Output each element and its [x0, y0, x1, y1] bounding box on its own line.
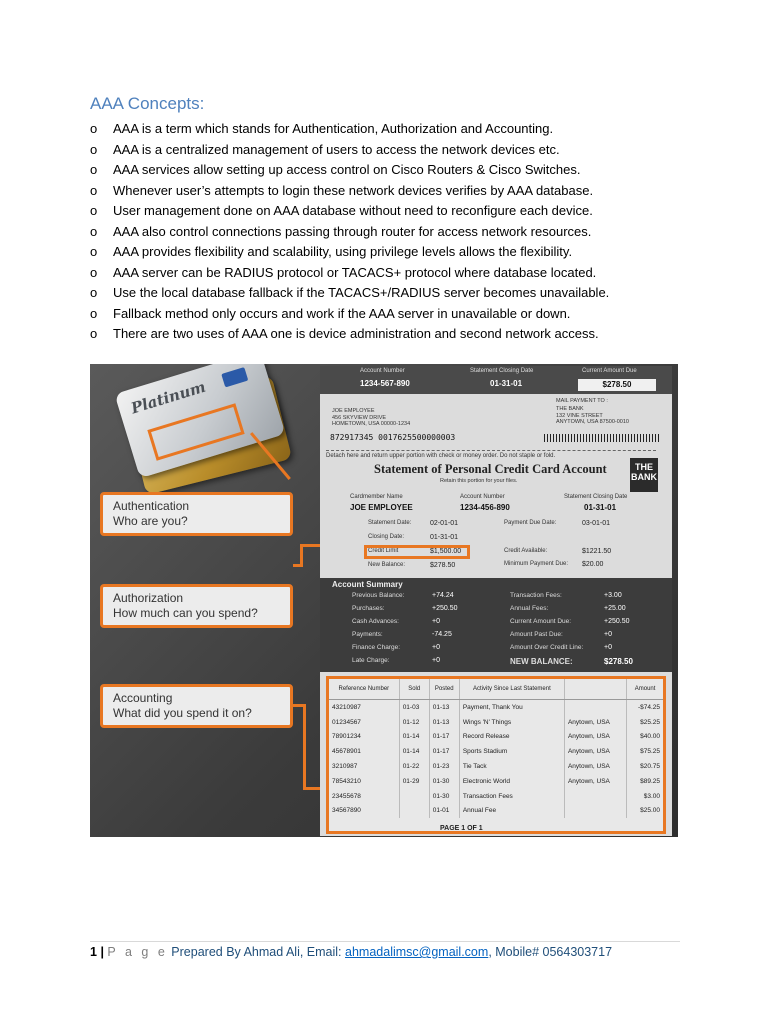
bullet-marker: o — [90, 326, 98, 341]
table-cell: $40.00 — [640, 733, 660, 741]
page-number: 1 — [90, 945, 97, 959]
table-row — [329, 700, 663, 715]
summary-label: NEW BALANCE: — [510, 657, 573, 666]
table-cell: Sports Stadium — [459, 744, 564, 759]
table-cell — [564, 804, 626, 819]
summary-value: +0 — [432, 644, 440, 651]
table-cell: 45678901 — [329, 744, 399, 759]
footer-divider — [90, 941, 680, 942]
table-row — [329, 789, 663, 804]
bullet-text: Fallback method only occurs and work if the AAA server in unavailable or down. — [113, 305, 571, 321]
table-cell: Payment, Thank You — [459, 700, 564, 715]
statement-date-value: 02-01-01 — [430, 520, 459, 527]
table-cell: 01-12 — [399, 715, 429, 730]
bullet-marker: o — [90, 182, 98, 198]
table-cell: $20.75 — [640, 763, 660, 771]
table-cell: $25.00 — [640, 807, 660, 815]
email-link[interactable]: ahmadalimsc@gmail.com — [345, 945, 489, 959]
member-account-value: 1234-456-890 — [460, 503, 510, 512]
bullet-text: User management done on AAA database without need to reconfigure each device. — [113, 203, 593, 218]
connector-line — [303, 704, 306, 790]
summary-label: Amount Over Credit Line: — [510, 644, 584, 651]
table-header: Amount — [627, 679, 663, 700]
bullet-text: Use the local database fallback if the TACACS+/RADIUS server becomes unavailable. — [113, 285, 610, 300]
account-number-value: 1234-567-890 — [360, 379, 410, 388]
table-cell: 01-17 — [429, 730, 459, 745]
min-payment-label: Minimum Payment Due: — [504, 561, 569, 567]
table-cell: 01234567 — [329, 715, 399, 730]
summary-label: Late Charge: — [352, 657, 390, 664]
credit-limit-highlight — [364, 545, 470, 559]
table-header: Sold — [399, 679, 429, 700]
footer-separator: | — [100, 945, 104, 959]
payment-due-value: 03-01-01 — [582, 520, 611, 527]
table-cell: Anytown, USA — [564, 759, 626, 774]
bullet-marker: o — [90, 141, 98, 157]
detach-instructions: Detach here and return upper portion with check or money order. Do not staple or fold. — [326, 450, 656, 459]
visa-logo-icon — [221, 367, 248, 387]
bullet-text: Whenever user’s attempts to login these network devices verifies by AAA database. — [113, 182, 594, 198]
connector-line — [300, 544, 303, 567]
bullet-text: AAA provides flexibility and scalability, using privilege levels allows the flexibility. — [113, 244, 573, 259]
bullet-marker: o — [90, 162, 98, 177]
bullet-marker: o — [90, 244, 98, 259]
bullet-text: There are two uses of AAA one is device administration and second network access. — [113, 326, 599, 341]
bullet-list — [90, 119, 609, 345]
callout-authentication — [100, 492, 293, 536]
summary-label: Annual Fees: — [510, 605, 549, 612]
bullet-item — [90, 140, 609, 161]
bullet-text: AAA services allow setting up access control on Cisco Routers & Cisco Switches. — [113, 162, 581, 177]
table-header: Posted — [429, 679, 459, 700]
summary-value: +3.00 — [604, 592, 622, 599]
table-cell: Tie Tack — [459, 759, 564, 774]
mobile-number: , Mobile# 0564303717 — [488, 945, 613, 959]
bullet-text: AAA server can be RADIUS protocol or TACACS+ protocol where database located. — [113, 264, 597, 280]
cardmember-name-value: JOE EMPLOYEE — [350, 503, 413, 512]
table-row — [329, 804, 663, 819]
aaa-figure — [90, 364, 678, 837]
closing-date-row-label: Closing Date: — [368, 534, 405, 540]
table-row — [329, 744, 663, 759]
barcode-icon — [544, 434, 660, 442]
table-cell: $25.25 — [640, 718, 660, 726]
summary-value: +0 — [432, 618, 440, 625]
bullet-item — [90, 201, 609, 222]
table-cell — [564, 789, 626, 804]
table-cell: 01-29 — [399, 774, 429, 789]
credit-limit-value: $1,500.00 — [430, 548, 462, 555]
statement-date-label: Statement Date: — [368, 520, 412, 526]
bullet-item — [90, 222, 609, 243]
summary-value: -74.25 — [432, 631, 452, 638]
bullet-text: AAA is a centralized management of users to access the network devices etc. — [113, 141, 560, 157]
table-cell: 3210987 — [329, 759, 399, 774]
summary-value: +250.50 — [604, 618, 630, 625]
new-balance-value: $278.50 — [430, 562, 456, 569]
table-cell: 23455678 — [329, 789, 399, 804]
bullet-marker: o — [90, 223, 98, 239]
table-cell: 43210987 — [329, 700, 399, 715]
table-cell: 01-23 — [429, 759, 459, 774]
table-cell: -$74.25 — [637, 703, 660, 711]
table-cell: 01-30 — [429, 789, 459, 804]
table-header: Activity Since Last Statement — [459, 679, 564, 700]
bullet-item — [90, 181, 609, 202]
callout-subtitle: What did you spend it on? — [113, 706, 252, 720]
account-number-label: Account Number — [360, 368, 405, 374]
retain-note: Retain this portion for your files. — [440, 478, 518, 484]
bullet-item — [90, 304, 609, 325]
table-header: Reference Number — [329, 679, 399, 700]
table-cell: 01-14 — [399, 730, 429, 745]
table-cell: Electronic World — [459, 774, 564, 789]
member-account-label: Account Number — [460, 494, 505, 500]
amount-due-value: $278.50 — [578, 379, 656, 391]
statement-title: Statement of Personal Credit Card Account — [374, 462, 607, 476]
table-cell: Wings 'N' Things — [459, 715, 564, 730]
bullet-marker: o — [90, 121, 98, 136]
statement-header-bar — [320, 366, 672, 394]
summary-label: Transaction Fees: — [510, 592, 562, 599]
credit-available-value: $1221.50 — [582, 548, 612, 555]
account-summary — [320, 578, 672, 672]
bullet-item — [90, 263, 609, 284]
summary-value: +74.24 — [432, 592, 454, 599]
summary-value: $278.50 — [604, 657, 633, 666]
summary-value: +0 — [604, 631, 612, 638]
activity-table — [326, 676, 666, 834]
page-word: P a g e — [107, 945, 168, 959]
credit-available-label: Credit Available: — [504, 548, 548, 554]
bullet-item — [90, 160, 609, 181]
summary-label: Finance Charge: — [352, 644, 401, 651]
table-cell — [399, 789, 429, 804]
bullet-marker: o — [90, 203, 98, 218]
table-cell: $89.25 — [640, 777, 660, 785]
summary-label: Previous Balance: — [352, 592, 405, 599]
member-closing-label: Statement Closing Date — [564, 494, 628, 500]
prepared-by: Prepared By Ahmad Ali, Email: — [171, 945, 342, 959]
connector-line — [293, 704, 303, 707]
bank-address: THE BANK 132 VINE STREET ANYTOWN, USA 87500-0010 — [556, 406, 629, 425]
page-footer — [90, 943, 612, 961]
table-cell: 01-14 — [399, 744, 429, 759]
summary-value: +25.00 — [604, 605, 626, 612]
summary-title: Account Summary — [332, 580, 403, 589]
table-cell: 01-03 — [399, 700, 429, 715]
summary-label: Amount Past Due: — [510, 631, 563, 638]
bank-logo: THE BANK — [630, 458, 658, 492]
table-row — [329, 730, 663, 745]
card-brand-label: Platinum — [128, 377, 208, 418]
table-header — [564, 679, 626, 700]
bullet-marker: o — [90, 264, 98, 280]
callout-subtitle: Who are you? — [113, 514, 188, 528]
table-cell: 01-22 — [399, 759, 429, 774]
summary-value: +0 — [432, 657, 440, 664]
closing-date-label: Statement Closing Date — [470, 368, 534, 374]
table-cell: Annual Fee — [459, 804, 564, 819]
table-cell: Anytown, USA — [564, 715, 626, 730]
table-cell — [564, 700, 626, 715]
page-indicator: PAGE 1 OF 1 — [440, 825, 483, 832]
sender-address: JOE EMPLOYEE 456 SKYVIEW DRIVE HOMETOWN, USA 00000-1234 — [332, 408, 411, 427]
table-row — [329, 759, 663, 774]
amount-due-label: Current Amount Due — [582, 368, 637, 374]
bullet-marker: o — [90, 285, 98, 300]
table-cell: Anytown, USA — [564, 730, 626, 745]
table-cell: $75.25 — [640, 748, 660, 756]
closing-date-value: 01-31-01 — [490, 379, 523, 388]
new-balance-label: New Balance: — [368, 562, 406, 568]
bullet-item — [90, 324, 609, 345]
summary-label: Payments: — [352, 631, 383, 638]
summary-label: Purchases: — [352, 605, 385, 612]
table-cell: Transaction Fees — [459, 789, 564, 804]
callout-subtitle: How much can you spend? — [113, 606, 258, 620]
credit-card-statement — [320, 366, 672, 836]
table-cell: 01-01 — [429, 804, 459, 819]
payment-due-label: Payment Due Date: — [504, 520, 557, 526]
table-cell: 01-13 — [429, 715, 459, 730]
table-cell — [399, 804, 429, 819]
table-cell: Record Release — [459, 730, 564, 745]
summary-label: Current Amount Due: — [510, 618, 572, 625]
callout-title: Authentication — [113, 499, 190, 513]
table-cell: 78543210 — [329, 774, 399, 789]
summary-value: +0 — [604, 644, 612, 651]
table-cell: 34567890 — [329, 804, 399, 819]
bullet-item — [90, 242, 609, 263]
member-closing-value: 01-31-01 — [584, 503, 617, 512]
table-cell: 01-17 — [429, 744, 459, 759]
table-cell: Anytown, USA — [564, 774, 626, 789]
bullet-item — [90, 283, 609, 304]
section-heading: AAA Concepts: — [90, 94, 205, 113]
bullet-text: AAA is a term which stands for Authentication, Authorization and Accounting. — [113, 121, 554, 136]
summary-value: +250.50 — [432, 605, 458, 612]
bullet-item — [90, 119, 609, 140]
summary-label: Cash Advances: — [352, 618, 399, 625]
callout-accounting — [100, 684, 293, 728]
closing-date-row-value: 01-31-01 — [430, 534, 459, 541]
callout-title: Authorization — [113, 591, 184, 605]
table-cell: $3.00 — [643, 792, 660, 800]
mail-to-label: MAIL PAYMENT TO : — [556, 398, 608, 404]
min-payment-value: $20.00 — [582, 561, 604, 568]
table-cell: 01-30 — [429, 774, 459, 789]
bullet-text: AAA also control connections passing through router for access network resources. — [113, 223, 592, 239]
table-row — [329, 774, 663, 789]
ocr-line: 872917345 0017625500000003 — [330, 433, 456, 442]
callout-title: Accounting — [113, 691, 173, 705]
bullet-marker: o — [90, 305, 98, 321]
table-cell: 01-13 — [429, 700, 459, 715]
table-row — [329, 715, 663, 730]
callout-authorization — [100, 584, 293, 628]
table-cell: Anytown, USA — [564, 744, 626, 759]
credit-limit-label: Credit Limit — [368, 548, 399, 554]
table-cell: 78901234 — [329, 730, 399, 745]
cardmember-name-label: Cardmember Name — [350, 494, 403, 500]
